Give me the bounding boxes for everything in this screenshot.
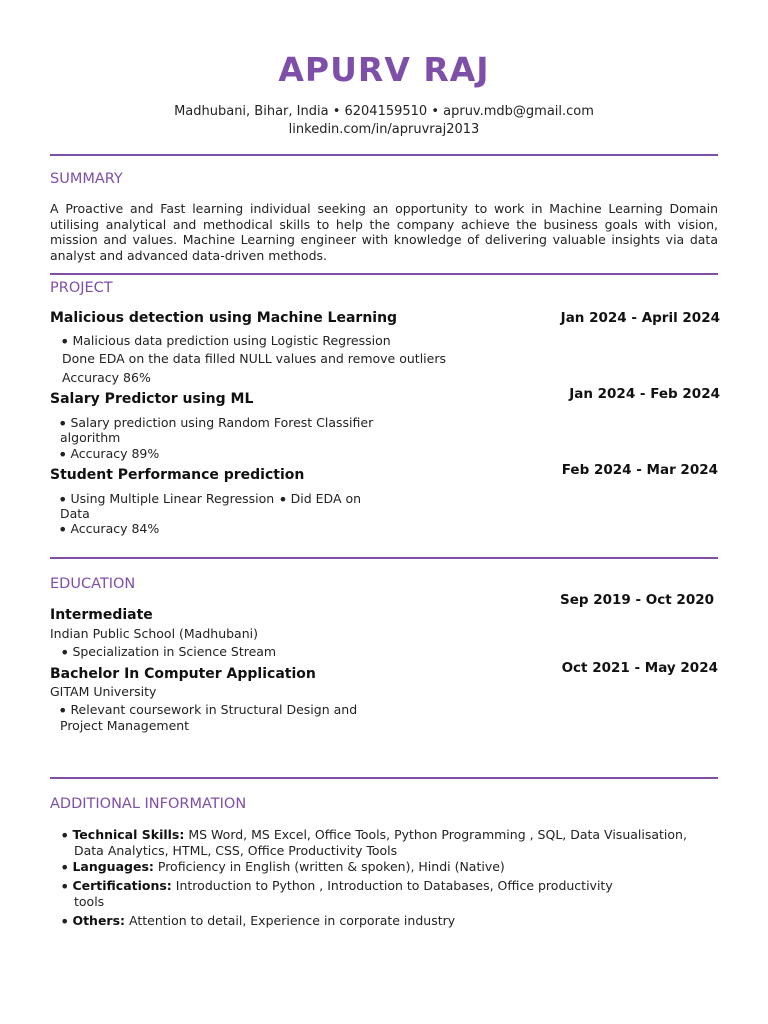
project-bullet: • Salary prediction using Random Forest Classifier <box>58 414 374 433</box>
project-detail: Accuracy 86% <box>62 370 151 385</box>
project-detail: Data <box>60 506 90 521</box>
education-bullet: • Relevant coursework in Structural Design and <box>58 701 358 720</box>
degree-title: Intermediate <box>50 607 153 623</box>
technical-skills: • Technical Skills: MS Word, MS Excel, Office Tools, Python Programming , SQL, Data Visualisation, <box>60 826 687 845</box>
project-date: Jan 2024 - Feb 2024 <box>569 386 720 402</box>
bullet-icon: • <box>60 912 70 931</box>
education-detail: Project Management <box>60 718 190 733</box>
project-title: Student Performance prediction <box>50 467 305 483</box>
degree-title: Bachelor In Computer Application <box>50 666 316 682</box>
education-bullet: • Specialization in Science Stream <box>60 643 277 662</box>
project-title: Malicious detection using Machine Learning <box>50 310 398 326</box>
candidate-name: APURV RAJ <box>278 50 490 89</box>
project-heading: PROJECT <box>50 280 113 296</box>
others: • Others: Attention to detail, Experience in corporate industry <box>60 912 456 931</box>
additional-heading: ADDITIONAL INFORMATION <box>50 796 247 812</box>
divider <box>50 777 718 779</box>
project-bullet: • Using Multiple Linear Regression • Did EDA on <box>58 490 362 509</box>
bullet-icon: • <box>60 332 70 351</box>
project-bullet: • Accuracy 89% <box>58 445 160 464</box>
divider <box>50 154 718 156</box>
project-date: Feb 2024 - Mar 2024 <box>561 462 718 478</box>
project-detail: Done EDA on the data filled NULL values and remove outliers <box>62 351 446 366</box>
bullet-icon: • <box>60 643 70 662</box>
education-heading: EDUCATION <box>50 576 136 592</box>
linkedin-line: linkedin.com/in/apruvraj2013 <box>288 122 480 137</box>
project-title: Salary Predictor using ML <box>50 391 254 407</box>
contact-line: Madhubani, Bihar, India • 6204159510 • apruv.mdb@gmail.com <box>174 104 594 119</box>
bullet-icon: • <box>60 858 70 877</box>
languages: • Languages: Proficiency in English (written & spoken), Hindi (Native) <box>60 858 505 877</box>
project-bullet: • Accuracy 84% <box>58 520 160 539</box>
technical-skills-cont: Data Analytics, HTML, CSS, Office Productivity Tools <box>74 843 398 858</box>
bullet-icon: • <box>58 414 68 433</box>
project-date: Jan 2024 - April 2024 <box>560 310 720 326</box>
summary-heading: SUMMARY <box>50 171 123 187</box>
school-name: Indian Public School (Madhubani) <box>50 626 258 641</box>
bullet-icon: • <box>58 520 68 539</box>
bullet-icon: • <box>278 490 288 509</box>
bullet-icon: • <box>58 490 68 509</box>
divider <box>50 557 718 559</box>
bullet-icon: • <box>58 445 68 464</box>
bullet-icon: • <box>60 877 70 896</box>
bullet-icon: • <box>58 701 68 720</box>
summary-text: A Proactive and Fast learning individual seeking an opportunity to work in Machine Learning Domain utilising analytical and methodical skills to help the company achieve the business goals with vision, mission and values. Machine Learning engineer with knowledge of delivering valuable insights via data analyst and advanced data-driven methods. <box>50 201 718 263</box>
project-detail: algorithm <box>60 430 121 445</box>
certifications-cont: tools <box>74 894 105 909</box>
school-name: GITAM University <box>50 684 157 699</box>
certifications: • Certifications: Introduction to Python , Introduction to Databases, Office productivity <box>60 877 613 896</box>
project-bullet: • Malicious data prediction using Logistic Regression <box>60 332 391 351</box>
education-date: Sep 2019 - Oct 2020 <box>559 592 714 608</box>
education-date: Oct 2021 - May 2024 <box>561 660 718 676</box>
bullet-icon: • <box>60 826 70 845</box>
divider <box>50 273 718 275</box>
